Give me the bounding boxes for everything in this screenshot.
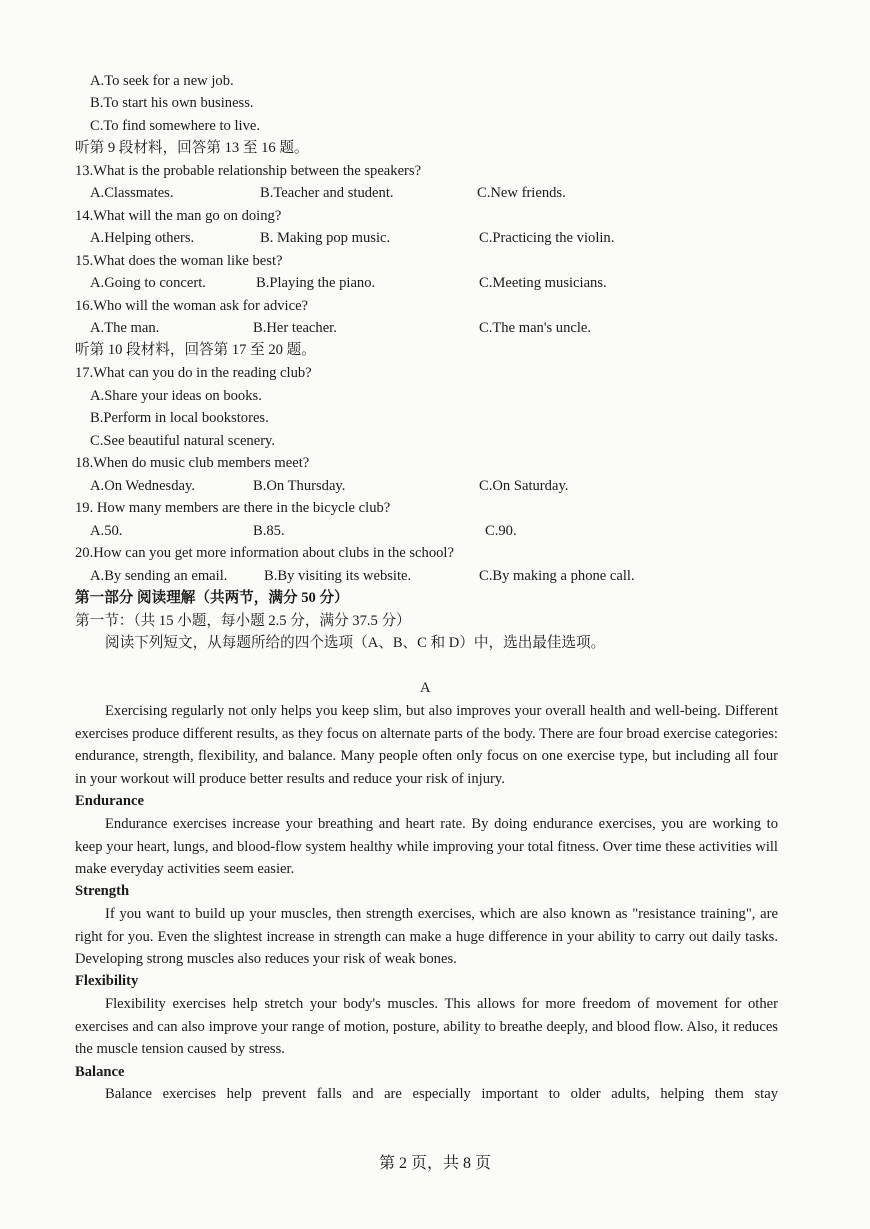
q18-stem: 18.When do music club members meet? bbox=[75, 455, 310, 471]
q17-option-a: A.Share your ideas on books. bbox=[90, 388, 262, 404]
q19-option-a: A.50. bbox=[90, 523, 123, 539]
q15-option-a: A.Going to concert. bbox=[90, 275, 206, 291]
q16-stem: 16.Who will the woman ask for advice? bbox=[75, 298, 309, 314]
heading-strength: Strength bbox=[75, 883, 130, 899]
q14-option-c: C.Practicing the violin. bbox=[479, 230, 615, 246]
page-number: 第 2 页，共 8 页 bbox=[378, 1155, 491, 1172]
q19-option-c: C.90. bbox=[485, 523, 517, 539]
q12-option-b: B.To start his own business. bbox=[90, 95, 254, 111]
reading-instruction: 阅读下列短文，从每题所给的四个选项（A、B、C 和 D）中，选出最佳选项。 bbox=[105, 635, 606, 651]
q16-option-a: A.The man. bbox=[90, 320, 160, 336]
heading-balance: Balance bbox=[75, 1064, 125, 1080]
q19-option-b: B.85. bbox=[253, 523, 285, 539]
q12-option-a: A.To seek for a new job. bbox=[90, 73, 234, 89]
q13-option-b: B.Teacher and student. bbox=[260, 185, 394, 201]
q17-option-b: B.Perform in local bookstores. bbox=[90, 410, 269, 426]
q20-stem: 20.How can you get more information about clubs in the school? bbox=[75, 545, 454, 561]
paragraph-endurance: Endurance exercises increase your breathing and heart rate. By doing endurance exercises, you are working to keep your heart, lungs, and blood-flow system healthy while improving your total fitness. Over time these activities will make everyday activities seem easier. bbox=[75, 816, 778, 878]
q13-stem: 13.What is the probable relationship between the speakers? bbox=[75, 163, 422, 179]
passage-intro: Exercising regularly not only helps you keep slim, but also improves your overall health and well-being. Different exercises produce different results, as they focus on alternate parts of the body. There are four broad exercise categories: endurance, strength, flexibility, and balance. Many people often only focus on one exercise type, but including all four in your workout will produce better results and reduce your risk of injury. bbox=[75, 703, 778, 787]
q12-option-c: C.To find somewhere to live. bbox=[90, 118, 261, 134]
q16-option-b: B.Her teacher. bbox=[253, 320, 337, 336]
q20-option-a: A.By sending an email. bbox=[90, 568, 228, 584]
q20-option-c: C.By making a phone call. bbox=[479, 568, 635, 584]
q16-option-c: C.The man's uncle. bbox=[479, 320, 592, 336]
q15-option-c: C.Meeting musicians. bbox=[479, 275, 607, 291]
q14-option-b: B. Making pop music. bbox=[260, 230, 391, 246]
paragraph-flexibility: Flexibility exercises help stretch your body's muscles. This allows for more freedom of movement for other exercises and can also improve your range of motion, posture, ability to breathe deeply, and blood flow. Also, it reduces the muscle tension caused by stress. bbox=[75, 996, 778, 1058]
q18-option-c: C.On Saturday. bbox=[479, 478, 569, 494]
q18-option-a: A.On Wednesday. bbox=[90, 478, 196, 494]
q15-stem: 15.What does the woman like best? bbox=[75, 253, 283, 269]
q20-option-b: B.By visiting its website. bbox=[264, 568, 412, 584]
heading-flexibility: Flexibility bbox=[75, 973, 139, 989]
section9-heading: 听第 9 段材料，回答第 13 至 16 题。 bbox=[75, 140, 309, 156]
paragraph-balance: Balance exercises help prevent falls and are especially important to older adults, helping them stay bbox=[105, 1086, 778, 1102]
section1-heading: 第一节：（共 15 小题，每小题 2.5 分，满分 37.5 分） bbox=[75, 613, 411, 629]
q13-option-a: A.Classmates. bbox=[90, 185, 174, 201]
part-title: 第一部分 阅读理解（共两节，满分 50 分） bbox=[75, 590, 349, 606]
q19-stem: 19. How many members are there in the bicycle club? bbox=[75, 500, 391, 516]
heading-endurance: Endurance bbox=[75, 793, 144, 809]
q13-option-c: C.New friends. bbox=[477, 185, 566, 201]
q18-option-b: B.On Thursday. bbox=[253, 478, 346, 494]
passage-letter: A bbox=[420, 680, 431, 696]
q17-stem: 17.What can you do in the reading club? bbox=[75, 365, 312, 381]
paragraph-strength: If you want to build up your muscles, then strength exercises, which are also known as "resistance training", are right for you. Even the slightest increase in strength can make a huge difference in your ability to carry out daily tasks. Developing strong muscles also reduces your risk of weak bones. bbox=[75, 906, 778, 968]
q15-option-b: B.Playing the piano. bbox=[256, 275, 376, 291]
q14-stem: 14.What will the man go on doing? bbox=[75, 208, 282, 224]
section10-heading: 听第 10 段材料，回答第 17 至 20 题。 bbox=[75, 342, 316, 358]
q14-option-a: A.Helping others. bbox=[90, 230, 195, 246]
q17-option-c: C.See beautiful natural scenery. bbox=[90, 433, 276, 449]
